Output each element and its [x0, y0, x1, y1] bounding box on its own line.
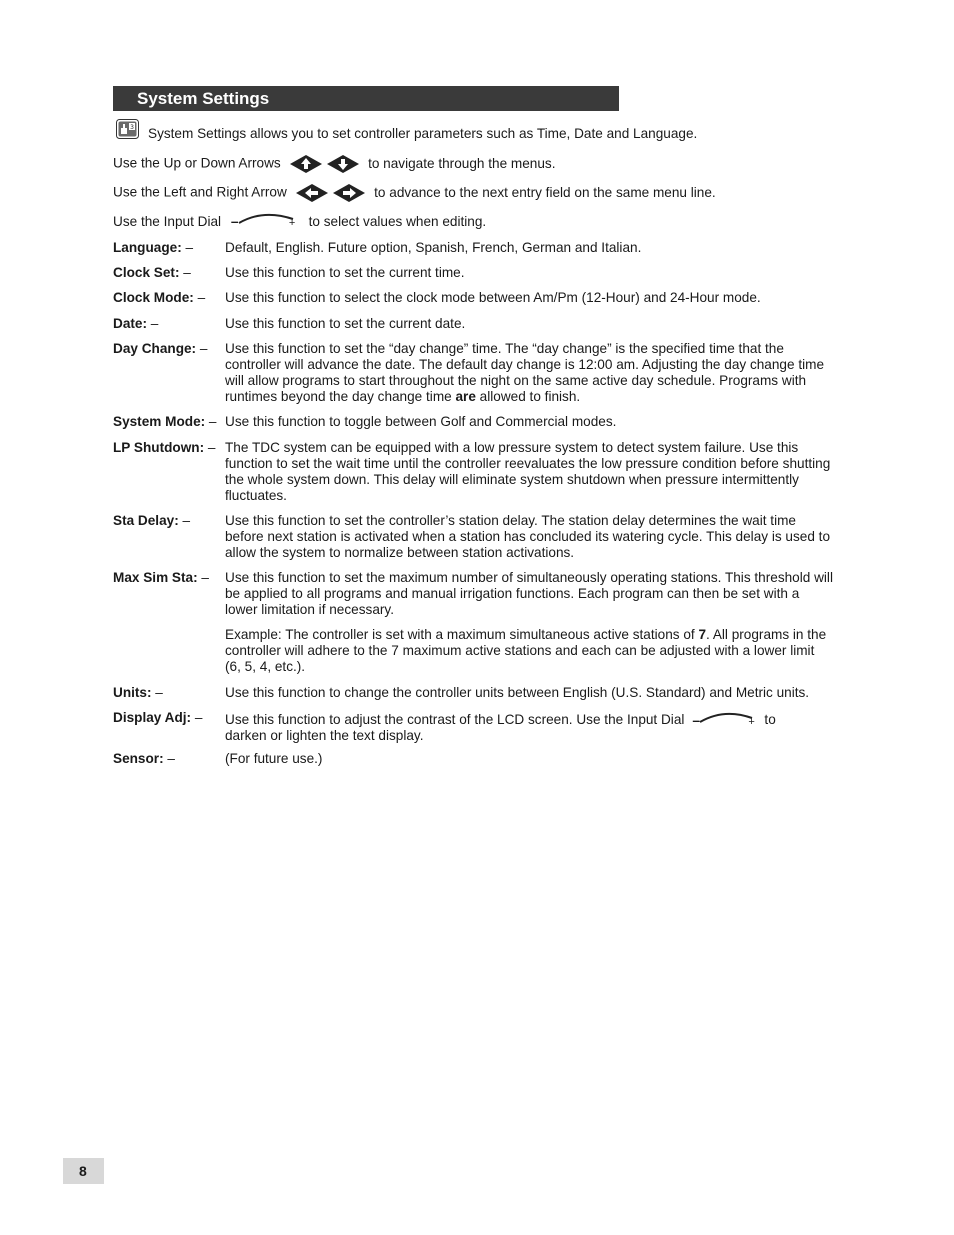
right-arrow-icon [332, 183, 366, 203]
entry-units: Units: – Use this function to change the controller units between English (U.S. Standard) and Metric units. [113, 685, 833, 701]
entry-description: Use this function to set the current date. [225, 316, 466, 331]
entry-description: Use this function to adjust the contrast of the LCD screen. Use the Input Dial – + to darken or lighten the text display. [225, 712, 776, 743]
term-label: Date: [113, 316, 147, 331]
entry-sta-delay: Sta Delay: – Use this function to set the controller’s station delay. The station delay determines the wait time before next station is activated when a station has concluded its watering cycle. This delay is used to allow the system to normalize between station activations. [113, 513, 833, 561]
intro-dial-line: Use the Input Dial – + to select values when editing. [113, 211, 486, 230]
entry-description: Use this function to set the “day change” time. The “day change” is the specified time that the controller will advance the date. The default day change is 12:00 am. Adjusting the day change time will allow programs to start throughout the night on the same active day schedule. Programs with runtimes beyond the day change time are allowed to finish. [225, 341, 825, 404]
page-number: 8 [63, 1158, 104, 1184]
section-header [113, 86, 619, 111]
up-arrow-icon [289, 154, 323, 174]
term-label: Display Adj: [113, 710, 192, 725]
term-label: Clock Set: [113, 265, 180, 280]
section-title: System Settings [137, 89, 270, 108]
term-label: Units: [113, 685, 152, 700]
intro-description: System Settings allows you to set controller parameters such as Time, Date and Language. [148, 126, 698, 141]
term-label: Sta Delay: [113, 513, 179, 528]
entry-description: Use this function to set the controller’s station delay. The station delay determines the wait time before next station is activated when a station has concluded its watering cycle. This delay is used to allow the system to normalize between station activations. [225, 513, 831, 560]
entry-description: Use this function to set the maximum number of simultaneously operating stations. This threshold will be applied to all programs and manual irrigation functions. Each program can then be set with a lower limitation if necessary. [225, 570, 833, 617]
term-label: LP Shutdown: [113, 440, 205, 455]
term-label: Language: [113, 240, 182, 255]
left-arrow-icon [295, 183, 329, 203]
entry-lp-shutdown: LP Shutdown: – The TDC system can be equipped with a low pressure system to detect system failure. Use this function to set the wait time until the controller reevaluates the low pressure condition before shutting the whole system down. This delay will eliminate system shutdown when pressure intermittently fluctuates. [113, 440, 833, 504]
term-label: Clock Mode: [113, 290, 194, 305]
entry-clock-set: Clock Set: – Use this function to set the current time. [113, 265, 833, 281]
term-label: System Mode: [113, 414, 206, 429]
entry-description: Default, English. Future option, Spanish, French, German and Italian. [225, 240, 642, 255]
entry-description: (For future use.) [225, 751, 323, 766]
term-label: Max Sim Sta: [113, 570, 198, 585]
entry-display-adj: Display Adj: – Use this function to adjust the contrast of the LCD screen. Use the Input Dial – + to darken or lighten the text display. [113, 710, 833, 744]
entry-description: Example: The controller is set with a maximum simultaneous active stations of 7. All programs in the controller will adhere to the 7 maximum active stations and each can be adjusted with a lower limit (6, 5, 4, etc.). [225, 627, 827, 674]
entry-description: Use this function to select the clock mode between Am/Pm (12-Hour) and 24-Hour mode. [225, 290, 761, 305]
entry-max-sim-sta: Max Sim Sta: – Use this function to set the maximum number of simultaneously operating stations. This threshold will be applied to all programs and manual irrigation functions. Each program can then be set with a lower limitation if necessary. [113, 570, 833, 617]
entry-description: Use this function to set the current time. [225, 265, 465, 280]
entry-clock-mode: Clock Mode: – Use this function to select the clock mode between Am/Pm (12-Hour) and 24-Hour mode. [113, 290, 833, 306]
entry-description: The TDC system can be equipped with a low pressure system to detect system failure. Use this function to set the wait time until the controller reevaluates the low pressure condition before shutting the whole system down. This delay will eliminate system shutdown when pressure intermittently fluctuates. [225, 440, 831, 503]
term-label: Sensor: [113, 751, 164, 766]
entry-system-mode: System Mode: – Use this function to toggle between Golf and Commercial modes. [113, 414, 833, 430]
entry-language: Language: – Default, English. Future option, Spanish, French, German and Italian. [113, 240, 833, 256]
term-label: Day Change: [113, 341, 197, 356]
entry-example [113, 627, 833, 675]
system-settings-icon [116, 119, 139, 139]
input-dial-icon: – + [692, 713, 755, 728]
entry-sensor: Sensor: – (For future use.) [113, 751, 833, 767]
input-dial-icon: – + [230, 214, 296, 229]
down-arrow-icon [326, 154, 360, 174]
entry-description: Use this function to change the controller units between English (U.S. Standard) and Metric units. [225, 685, 810, 700]
entry-date: Date: – Use this function to set the current date. [113, 316, 833, 332]
entry-day-change: Day Change: – Use this function to set the “day change” time. The “day change” is the specified time that the controller will advance the date. The default day change is 12:00 am. Adjusting the day change time will allow programs to start throughout the night on the same active day schedule. Programs with runtimes beyond the day change time are allowed to finish. [113, 341, 833, 405]
intro-leftright-line: Use the Left and Right Arrow to advance to the next entry field on the same menu line. [113, 183, 716, 203]
intro-updown-line: Use the Up or Down Arrows to navigate through the menus. [113, 154, 555, 174]
entry-description: Use this function to toggle between Golf and Commercial modes. [225, 414, 617, 429]
svg-text:3: 3 [130, 124, 134, 131]
